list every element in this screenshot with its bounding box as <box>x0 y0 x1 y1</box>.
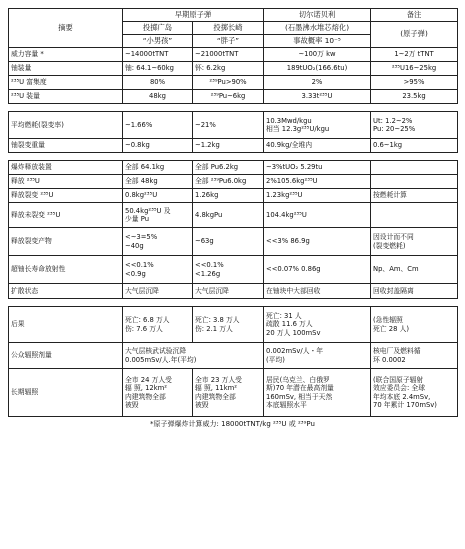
cell: ~1.66% <box>123 112 193 139</box>
cell: 1.26kg <box>193 189 264 203</box>
cell: 48kg <box>123 90 193 104</box>
row-label: 释放裂变 ²³⁵U <box>9 189 123 203</box>
cell: 大气层沉降 <box>123 284 193 299</box>
cell-line: 10.3Mwd/kgu <box>266 116 312 125</box>
section-gap <box>8 299 457 306</box>
cell-line: 被毁 <box>125 400 139 409</box>
cell: <<0.07% 0.86g <box>264 256 371 284</box>
cell-line: 内建筑物全部 <box>195 392 236 401</box>
cell: ~0.8kg <box>123 139 193 153</box>
cell: >95% <box>371 76 458 90</box>
cell-line: 疏散 11.6 万人 <box>266 320 313 329</box>
cell-line: 死亡: 3.8 万人 <box>195 316 240 325</box>
row-label: 后果 <box>9 307 123 343</box>
cell-line: 内建筑物全部 <box>125 392 166 401</box>
cell: 23.5kg <box>371 90 458 104</box>
cell: ~21% <box>193 112 264 139</box>
cell: 4.8kgPu <box>193 203 264 228</box>
cell <box>193 256 264 284</box>
cell: 189tUO₂(166.6tu) <box>264 62 371 76</box>
cell-line: 年均本底 2.4mSv, <box>373 392 431 401</box>
table-row <box>9 343 458 369</box>
row-label: 爆炸释放装置 <box>9 161 123 175</box>
table-row <box>9 307 458 343</box>
cell: ~14000tTNT <box>123 48 193 62</box>
cell <box>123 203 193 228</box>
cell: ~100万 kw <box>264 48 371 62</box>
row-label: 长期辐照 <box>9 369 123 417</box>
header-early-bombs: 早期原子弹 <box>123 9 264 22</box>
header-remarks: 备注 <box>371 9 458 22</box>
cell-line: 伤: 7.6 万人 <box>125 324 163 333</box>
table-row <box>9 112 458 139</box>
footnote: *原子弹爆炸计算威力: 18000tTNT/kg ²³⁵U 或 ²³⁹Pu <box>150 420 315 428</box>
cell-line: (裂变燃耗) <box>373 241 406 250</box>
row-label: 铀装量 <box>9 62 123 76</box>
cell: 0.8kg²³⁵U <box>123 189 193 203</box>
cell <box>123 307 193 343</box>
cell-line: 70 年累计 170mSv) <box>373 400 437 409</box>
cell-line: 斯)70 年潜在最高剂量 <box>266 384 334 393</box>
cell: 全部 ²³⁹Pu6.0kg <box>193 175 264 189</box>
cell <box>123 369 193 417</box>
table-row <box>9 203 458 228</box>
cell-line: 全市 23 万人受 <box>195 375 242 384</box>
cell-line: (平均) <box>266 355 285 364</box>
row-label: 释放裂变产物 <box>9 228 123 256</box>
cell-line: 相当 12.3g²³⁵U/kgu <box>266 125 330 133</box>
table-row <box>9 369 458 417</box>
table-basic-parameters <box>8 8 458 104</box>
table-row <box>9 76 458 90</box>
cell-line: 本底辐照水平 <box>266 400 307 409</box>
table-row <box>9 90 458 104</box>
header-little-boy: “小男孩” <box>123 35 193 48</box>
cell: ²³⁵U16~25kg <box>371 62 458 76</box>
header-chernobyl-type: (石墨沸水堆芯熔化) <box>264 22 371 35</box>
cell-line: <~3=5% <box>125 233 158 242</box>
cell-line: 160mSv, 相当于天然 <box>266 392 333 401</box>
row-label: 威力容量 * <box>9 48 123 62</box>
cell-line: 核电厂及燃料循 <box>373 347 421 356</box>
cell <box>123 256 193 284</box>
cell-line: 0.005mSv/人.年(平均) <box>125 355 197 364</box>
cell: ~63g <box>193 228 264 256</box>
cell <box>123 228 193 256</box>
cell-line: 居民(乌克兰、白俄罗 <box>266 375 330 384</box>
cell: ²³⁹Pu~6kg <box>193 90 264 104</box>
cell: 3.33t²³⁵U <box>264 90 371 104</box>
table-row <box>9 161 458 175</box>
cell: 1.23kg²³⁵U <box>264 189 371 203</box>
table-row <box>9 284 458 299</box>
table-row <box>9 48 458 62</box>
cell <box>264 369 371 417</box>
header-summary: 摘要 <box>9 9 123 48</box>
cell-line: 50.4kg²³⁵U 及 <box>125 206 171 215</box>
cell-line: Ut: 1.2~2% <box>373 116 413 125</box>
row-label: 扩散状态 <box>9 284 123 299</box>
cell <box>123 343 264 369</box>
cell: 全部 Pu6.2kg <box>193 161 264 175</box>
table-row <box>9 189 458 203</box>
section-gap <box>8 153 457 160</box>
cell-line: 伤: 2.1 万人 <box>195 324 233 333</box>
cell <box>371 203 458 228</box>
cell <box>264 343 371 369</box>
cell-line: 被毁 <box>195 400 209 409</box>
table-row <box>9 139 458 153</box>
header-hiroshima: 投掷广岛 <box>123 22 193 35</box>
row-label: ²³⁵U 富集度 <box>9 76 123 90</box>
cell: <<3% 86.9g <box>264 228 371 256</box>
header-accident-probability: 事故概率 10⁻⁵ <box>264 35 371 48</box>
cell: 回收封盖隔离 <box>371 284 458 299</box>
cell-line: 全市 24 万人受 <box>125 375 172 384</box>
cell: 1~2万 tTNT <box>371 48 458 62</box>
cell <box>371 175 458 189</box>
cell <box>371 112 458 139</box>
cell <box>264 307 371 343</box>
cell: 104.4kg²³⁵U <box>264 203 371 228</box>
cell-line: (联合国原子辐射 <box>373 375 424 384</box>
cell-line: 死亡: 31 人 <box>266 312 302 321</box>
cell-line: 0.002mSv/人・年 <box>266 347 324 356</box>
cell-line: <0.9g <box>125 269 146 278</box>
table-release <box>8 160 458 299</box>
table-row <box>9 175 458 189</box>
cell-line: 辐 照, 11km² <box>195 384 238 393</box>
cell-line: ~40g <box>125 241 144 250</box>
cell <box>371 161 458 175</box>
cell: 2% <box>264 76 371 90</box>
comparison-sheet <box>8 8 457 429</box>
cell: 全部 64.1kg <box>123 161 193 175</box>
cell <box>371 228 458 256</box>
table-row <box>9 62 458 76</box>
cell: Np、Am、Cm <box>371 256 458 284</box>
row-label: 超铀长寿命放射性 <box>9 256 123 284</box>
cell-line: 辐 照, 12km² <box>125 384 168 393</box>
cell-line: <<0.1% <box>195 261 224 270</box>
cell <box>193 369 264 417</box>
header-chernobyl: 切尔诺贝利 <box>264 9 371 22</box>
header-fat-man: “胖子” <box>193 35 264 48</box>
cell-line: 效应委员会: 全球 <box>373 384 426 393</box>
cell: 钚: 6.2kg <box>193 62 264 76</box>
cell <box>371 343 458 369</box>
cell-line: 大气层核武试验沉降 <box>125 347 187 356</box>
row-label: ²³⁵U 装量 <box>9 90 123 104</box>
row-label: 平均燃耗(裂变率) <box>9 112 123 139</box>
cell: ²³⁹Pu>90% <box>193 76 264 90</box>
cell: ~3%tUO₂ 5.29tu <box>264 161 371 175</box>
cell-line: Pu: 20~25% <box>373 125 416 133</box>
cell-line: 20 万人 100mSv <box>266 328 321 337</box>
cell <box>193 307 264 343</box>
cell: 在铀块中大部回收 <box>264 284 371 299</box>
cell: 40.9kg/全堆内 <box>264 139 371 153</box>
cell-line: 死亡 28 人) <box>373 324 410 333</box>
cell-line: (急性辐照 <box>373 316 403 325</box>
row-label: 释放未裂变 ²³⁵U <box>9 203 123 228</box>
cell: 80% <box>123 76 193 90</box>
cell: 铀: 64.1~60kg <box>123 62 193 76</box>
cell-line: 少量 Pu <box>125 215 150 223</box>
cell <box>264 112 371 139</box>
table-row <box>9 228 458 256</box>
cell-line: 环 0.0002 <box>373 355 406 364</box>
cell: ~1.2kg <box>193 139 264 153</box>
cell: 大气层沉降 <box>193 284 264 299</box>
cell <box>371 369 458 417</box>
cell-line: <1.26g <box>195 269 221 278</box>
row-label: 铀裂变重量 <box>9 139 123 153</box>
table-burnup <box>8 111 458 153</box>
table-row <box>9 256 458 284</box>
section-gap <box>8 104 457 111</box>
table-consequences <box>8 306 458 417</box>
row-label: 释放 ²³⁵U <box>9 175 123 189</box>
cell: 全部 48kg <box>123 175 193 189</box>
header-remarks-sub: (原子弹) <box>371 22 458 48</box>
cell-line: <<0.1% <box>125 261 154 270</box>
cell: 0.6~1kg <box>371 139 458 153</box>
cell <box>371 307 458 343</box>
cell-line: 因设计而不同 <box>373 233 414 242</box>
cell: ~21000tTNT <box>193 48 264 62</box>
cell: 2%105.6kg²³⁵U <box>264 175 371 189</box>
cell: 按燃耗计算 <box>371 189 458 203</box>
row-label: 公众辐照剂量 <box>9 343 123 369</box>
cell-line: 死亡: 6.8 万人 <box>125 316 170 325</box>
header-nagasaki: 投掷长崎 <box>193 22 264 35</box>
